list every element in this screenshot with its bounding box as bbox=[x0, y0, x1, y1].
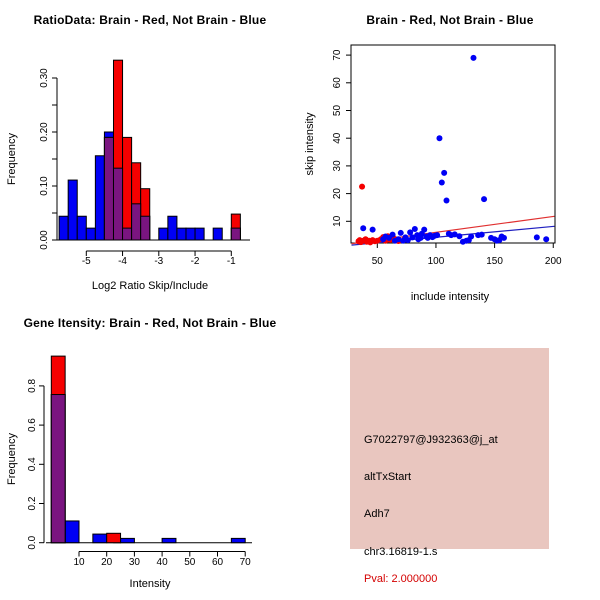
hist-bar bbox=[162, 538, 176, 542]
pval-text: Pval: 2.000000 bbox=[364, 573, 438, 585]
gene-histogram-title: Gene Itensity: Brain - Red, Not Brain - Blue bbox=[23, 316, 277, 330]
hist-bar bbox=[213, 228, 222, 240]
hist-bar bbox=[231, 538, 245, 542]
scatter-point bbox=[390, 232, 396, 238]
gene-name-text: Adh7 bbox=[364, 508, 390, 520]
tick-label: 100 bbox=[427, 256, 445, 267]
scatter-point bbox=[543, 236, 549, 242]
chromosome-location-text: chr3.16819-1.s bbox=[364, 546, 438, 558]
tick-label: 70 bbox=[239, 557, 251, 568]
tick-label: 0.8 bbox=[27, 378, 38, 393]
tick-label: 50 bbox=[184, 557, 196, 568]
intensity-scatter-canvas bbox=[300, 0, 600, 300]
scatter-point bbox=[534, 234, 540, 240]
ratio-histogram-xlabel: Log2 Ratio Skip/Include bbox=[91, 280, 209, 292]
scatter-point bbox=[456, 233, 462, 239]
hist-bar bbox=[186, 228, 195, 240]
tick-label: 0.10 bbox=[39, 176, 50, 196]
hist-bar bbox=[159, 228, 168, 240]
tick-label: 50 bbox=[332, 104, 343, 117]
tick-label: 0.30 bbox=[39, 68, 50, 88]
probe-info-box bbox=[350, 348, 549, 585]
scatter-point bbox=[412, 226, 418, 232]
tick-label: 0.4 bbox=[27, 457, 38, 472]
scatter-ylabel: skip intensity bbox=[304, 112, 316, 176]
scatter-point bbox=[441, 170, 447, 176]
tick-label: 0.20 bbox=[39, 122, 50, 142]
scatter-title: Brain - Red, Not Brain - Blue bbox=[366, 13, 534, 27]
tick-label: 150 bbox=[486, 256, 503, 267]
tick-label: -3 bbox=[154, 256, 164, 267]
gene-histogram-xlabel: Intensity bbox=[129, 578, 171, 590]
scatter-point bbox=[434, 232, 440, 238]
tick-label: 10 bbox=[73, 557, 85, 568]
scatter-point bbox=[444, 198, 450, 204]
scatter-point bbox=[360, 225, 366, 231]
tick-label: 30 bbox=[128, 557, 140, 568]
scatter-point bbox=[481, 196, 487, 202]
hist-overlap-bar bbox=[123, 228, 132, 240]
hist-bar bbox=[107, 533, 121, 542]
hist-bar bbox=[59, 216, 68, 240]
tick-label: 60 bbox=[332, 77, 343, 89]
tick-label: -2 bbox=[190, 256, 200, 267]
tick-label: 70 bbox=[332, 49, 343, 61]
hist-bar bbox=[68, 180, 77, 240]
tick-label: 0.00 bbox=[39, 230, 50, 250]
tick-label: 30 bbox=[332, 160, 343, 172]
plot-box bbox=[351, 45, 555, 243]
probe-id-text: G7022797@J932363@j_at bbox=[364, 434, 498, 446]
hist-overlap-bar bbox=[113, 168, 122, 240]
hist-bar bbox=[86, 228, 95, 240]
scatter-xlabel: include intensity bbox=[410, 291, 490, 303]
tick-label: -4 bbox=[118, 256, 128, 267]
hist-bar bbox=[65, 521, 79, 543]
tick-label: 20 bbox=[332, 188, 343, 200]
scatter-point bbox=[439, 180, 445, 186]
tick-label: -5 bbox=[81, 256, 91, 267]
scatter-point bbox=[421, 227, 427, 233]
hist-bar bbox=[168, 216, 177, 240]
scatter-point bbox=[398, 230, 404, 236]
scatter-point bbox=[479, 232, 485, 238]
ratio-histogram-canvas bbox=[0, 0, 300, 300]
scatter-point bbox=[468, 234, 474, 240]
hist-bar bbox=[95, 156, 104, 240]
hist-bar bbox=[121, 538, 135, 542]
tick-label: 10 bbox=[332, 215, 343, 227]
hist-overlap-bar bbox=[231, 228, 240, 240]
tick-label: -1 bbox=[226, 256, 236, 267]
hist-overlap-bar bbox=[51, 395, 65, 543]
scatter-point bbox=[470, 55, 476, 61]
tick-label: 50 bbox=[371, 256, 383, 267]
tick-label: 60 bbox=[211, 557, 224, 568]
tick-label: 200 bbox=[544, 256, 562, 267]
hist-bar bbox=[123, 137, 132, 240]
hist-bar bbox=[77, 216, 86, 240]
hist-overlap-bar bbox=[141, 216, 150, 240]
hist-bar bbox=[177, 228, 186, 240]
tick-label: 40 bbox=[332, 132, 343, 144]
tick-label: 40 bbox=[156, 557, 168, 568]
gene-histogram-ylabel: Frequency bbox=[6, 433, 18, 485]
tick-label: 0.0 bbox=[27, 535, 38, 550]
ratio-histogram-ylabel: Frequency bbox=[6, 133, 18, 185]
tick-label: 0.6 bbox=[27, 418, 39, 433]
scatter-point bbox=[501, 235, 507, 241]
hist-overlap-bar bbox=[104, 137, 113, 240]
hist-overlap-bar bbox=[132, 204, 141, 240]
tick-label: 0.2 bbox=[27, 496, 38, 511]
scatter-point bbox=[436, 135, 442, 141]
gene-intensity-histogram-canvas bbox=[0, 300, 300, 600]
hist-bar bbox=[93, 534, 107, 543]
hist-bar bbox=[195, 228, 204, 240]
scatter-point bbox=[359, 184, 365, 190]
ratio-histogram-title: RatioData: Brain - Red, Not Brain - Blue bbox=[33, 13, 267, 27]
tick-label: 20 bbox=[101, 557, 113, 568]
event-type-text: altTxStart bbox=[364, 471, 412, 483]
scatter-point bbox=[370, 227, 376, 233]
